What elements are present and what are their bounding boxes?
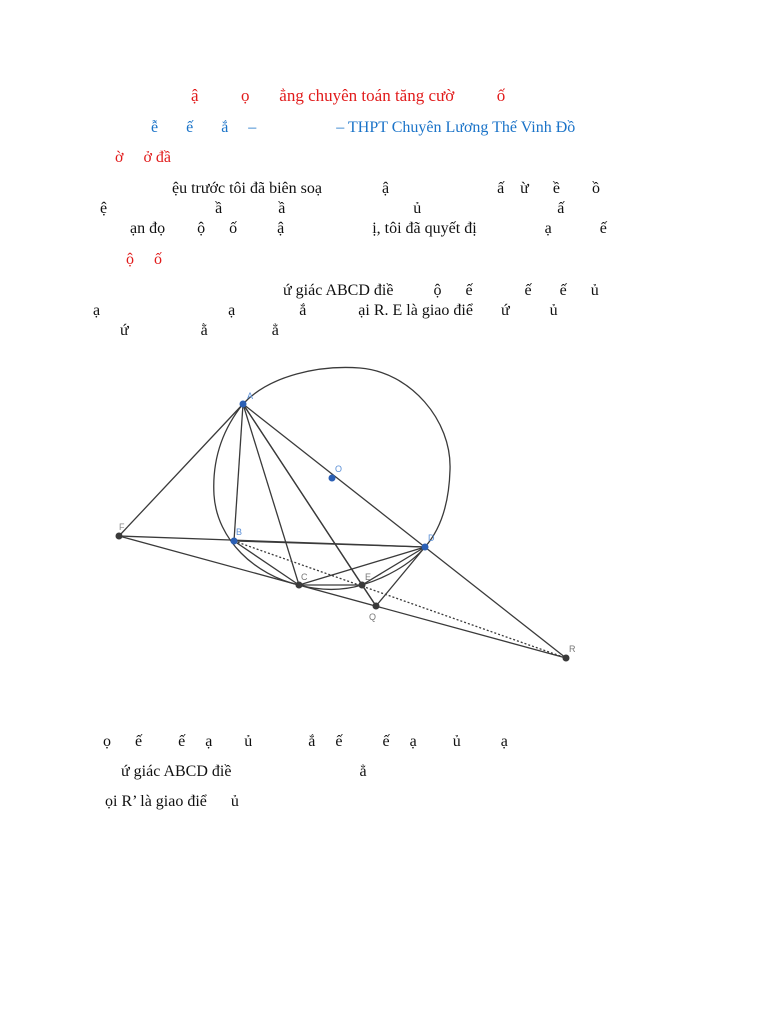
segment-ED	[362, 547, 425, 585]
problems-heading: ộ ố	[126, 251, 162, 268]
point-B	[231, 538, 238, 545]
intro-line-2: ệ ầ ầ ủ ấ	[100, 200, 565, 217]
segment-BR-dotted	[234, 541, 566, 658]
intro-line-1: ệu trước tôi đã biên soạ ậ ấ ừ ề ồ	[172, 180, 600, 197]
intro-line-3: ạn đọ ộ ố ậ ị, tôi đã quyết đị ạ ế	[130, 220, 607, 237]
problem-line-1: ứ giác ABCD điề ộ ế ế ế ủ	[283, 282, 599, 299]
point-O	[329, 475, 336, 482]
label-B: B	[236, 527, 243, 537]
proof-line-1: ọ ế ế ạ ủ ắ ế ế ạ ủ ạ	[103, 733, 508, 750]
label-O: O	[335, 464, 343, 474]
point-A	[240, 401, 247, 408]
circle-arc-left	[214, 404, 299, 585]
problem-line-3: ứ ằ ẳ	[120, 322, 279, 339]
point-Q	[373, 603, 380, 610]
point-D	[422, 544, 429, 551]
point-F	[116, 533, 123, 540]
segment-AF	[119, 404, 243, 536]
label-F: F	[119, 522, 125, 532]
segment-AR	[243, 404, 566, 658]
segment-AB	[234, 404, 243, 541]
proof-line-2: ứ giác ABCD điề ẳ	[121, 763, 367, 780]
title: ậ ọ ẳng chuyên toán tăng cườ ố	[191, 86, 506, 105]
segment-AC	[243, 404, 299, 585]
proof-line-3: ọi R’ là giao điể ủ	[105, 793, 239, 810]
segment-CD	[299, 547, 425, 585]
label-Q: Q	[369, 612, 377, 622]
point-C	[296, 582, 303, 589]
point-E	[359, 582, 366, 589]
subtitle: ễ ế ắ – – THPT Chuyên Lương Thế Vinh Đồ	[151, 119, 576, 136]
geometry-figure	[0, 350, 768, 710]
segment-BC	[234, 541, 299, 585]
problem-line-2: ạ ạ ắ ại R. E là giao điể ứ ủ	[93, 302, 558, 319]
section-heading: ờ ở đầ	[115, 149, 172, 166]
label-C: C	[301, 572, 308, 582]
label-E: E	[365, 572, 372, 582]
label-R: R	[569, 644, 576, 654]
segment-BD	[234, 541, 425, 547]
label-D: D	[428, 533, 435, 543]
point-R	[563, 655, 570, 662]
label-A: A	[247, 391, 254, 401]
circle-arc-top	[243, 367, 450, 547]
